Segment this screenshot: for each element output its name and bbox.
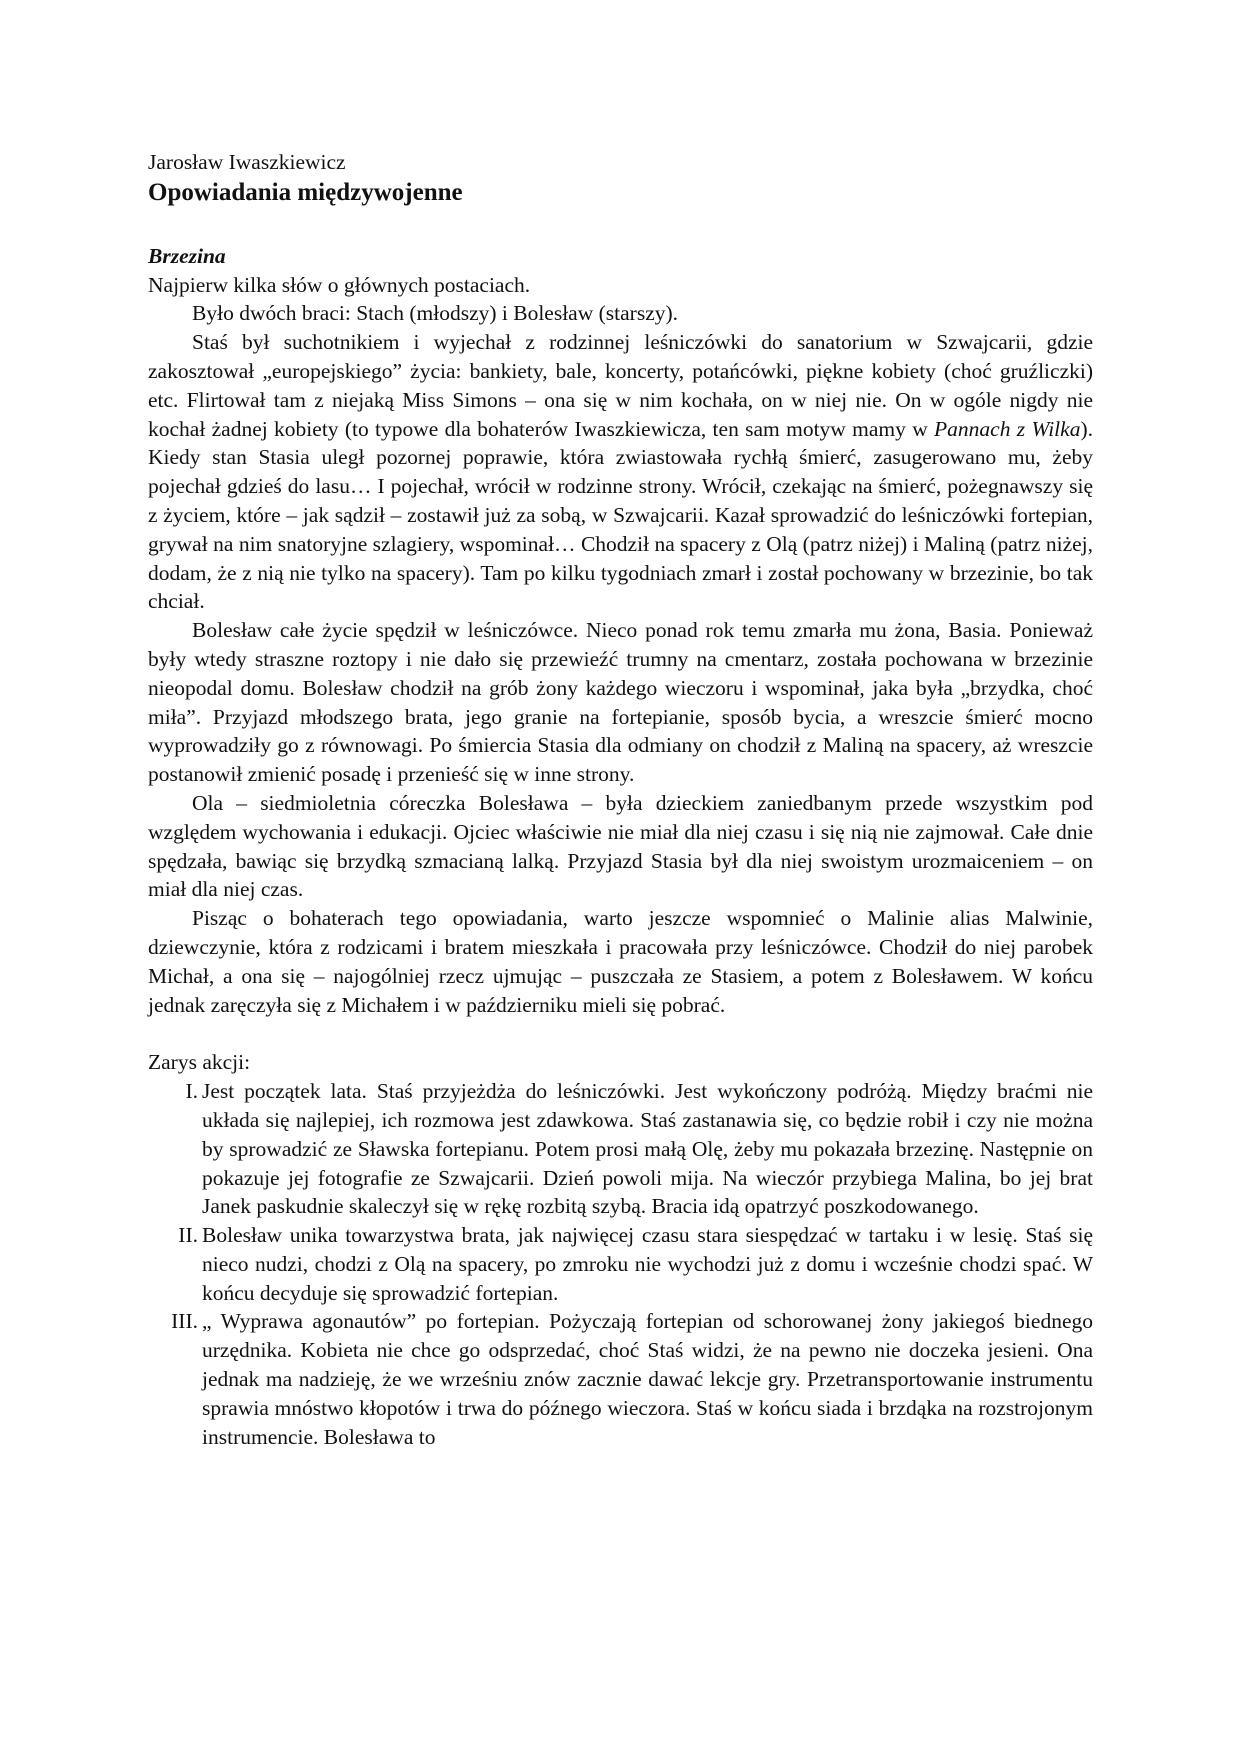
malina-paragraph: Pisząc o bohaterach tego opowiadania, warto jeszcze wspomnieć o Malinie alias Malwinie, dziewczynie, która z rodzicami i bratem mieszkała i pracowała przy leśniczówce. Chodził do niej parobek Michał, a ona się – najogólniej rzecz ujmując – puszczała ze Stasiem, a potem z Bolesławem. W końcu jednak zaręczyła się z Michałem i w październiku mieli się pobrać. [148,906,1093,1017]
plot-outline-list [148,1077,1093,1451]
stas-paragraph-part2: ). Kiedy stan Stasia uległ pozornej poprawie, która zwiastowała rychłą śmierć, zasugerowano mu, żeby pojechał gdzieś do lasu… I pojechał, wrócił w rodzinne strony. Wrócił, czekając na śmierć, pożegnawszy się z życiem, które – jak sądził – zostawił już za sobą, w Szwajcarii. Kazał sprowadzić do leśniczówki fortepian, grywał na nim snatoryjne szlagiery, wspominał… Chodził na spacery z Olą (patrz niżej) i Maliną (patrz niżej, dodam, że z nią nie tylko na spacery). Tam po kilku tygodniach zmarł i został pochowany w brzezinie, bo tak chciał. [148,416,1093,614]
outline-heading: Zarys akcji: [148,1050,251,1075]
outline-item [148,1307,1093,1451]
stas-paragraph [148,328,1093,616]
book-title: Opowiadania międzywojenne [148,178,463,206]
boleslaw-paragraph: Bolesław całe życie spędził w leśniczówce. Nieco ponad rok temu zmarła mu żona, Basia. Ponieważ były wtedy straszne roztopy i nie dało się przewieźć trumny na cmentarz, została pochowana w brzezinie nieopodal domu. Bolesław chodził na grób żony każdego wieczoru i wspominał, jaka była „brzydka, choć miła”. Przyjazd młodszego brata, jego granie na fortepianie, sposób bycia, a wreszcie śmierć mocno wyprowadziły go z równowagi. Po śmiercia Stasia dla odmiany on chodził z Maliną na spacery, aż wreszcie postanowił zmienić posadę i przenieść się w inne strony. [148,618,1093,787]
brothers-paragraph: Było dwóch braci: Stach (młodszy) i Bolesław (starszy). [192,301,679,326]
story-title: Brzezina [148,243,226,268]
document-page [148,148,1093,1451]
intro-paragraph: Najpierw kilka słów o głównych postaciach. [148,272,531,297]
stas-paragraph-part1: Staś był suchotnikiem i wyjechał z rodzinnej leśniczówki do sanatorium w Szwajcarii, gdzie zakosztował „europejskiego” życia: bankiety, bale, koncerty, potańcówki, piękne kobiety (choć gruźliczki) etc. Flirtował tam z niejaką Miss Simons – ona się w nim kochała, on w niej nie. On w ogóle nigdy nie kochał żadnej kobiety (to typowe dla bohaterów Iwaszkiewicza, ten sam motyw mamy w [148,330,1093,441]
outline-item-number: III. [171,1309,198,1334]
pannach-z-wilka-reference: Pannach z Wilka [934,416,1081,441]
outline-item-number: I. [185,1079,198,1104]
outline-item-text: Jest początek lata. Staś przyjeżdża do leśniczówki. Jest wykończony podróżą. Między braćmi nie układa się najlepiej, ich rozmowa jest zdawkowa. Staś zastanawia się, co będzie robił i czy nie można by sprowadzić ze Sławska fortepianu. Potem prosi małą Olę, żeby mu pokazała brzezinę. Następnie on pokazuje jej fotografie ze Szwajcarii. Dzień powoli mija. Na wieczór przybiega Malina, bo jej brat Janek paskudnie skaleczył się w rękę rozbitą szybą. Bracia idą opatrzyć poszkodowanego. [202,1079,1093,1219]
author-name: Jarosław Iwaszkiewicz [148,150,346,174]
outline-item-text: Bolesław unika towarzystwa brata, jak najwięcej czasu stara siespędzać w tartaku i w lesię. Staś się nieco nudzi, chodzi z Olą na spacery, po zmroku nie wychodzi już z domu i wcześnie chodzi spać. W końcu decyduje się sprowadzić fortepian. [202,1223,1093,1305]
outline-item-number: II. [178,1223,198,1248]
ola-paragraph: Ola – siedmioletnia córeczka Bolesława – była dzieckiem zaniedbanym przede wszystkim pod względem wychowania i edukacji. Ojciec właściwie nie miał dla niej czasu i się nią nie zajmował. Całe dnie spędzała, bawiąc się brzydką szmacianą lalką. Przyjazd Stasia był dla niej swoistym urozmaiceniem – on miał dla niej czas. [148,790,1093,902]
outline-item-text: „ Wyprawa agonautów” po fortepian. Pożyczają fortepian od schorowanej żony jakiegoś biednego urzędnika. Kobieta nie chce go odsprzedać, choć Staś widzi, że na pewno nie doczeka jesieni. Ona jednak ma nadzieję, że we wrześniu znów zacznie dawać lekcje gry. Przetransportowanie instrumentu sprawia mnóstwo kłopotów i trwa do późnego wieczora. Staś w końcu siada i brzdąka na rozstrojonym instrumencie. Bolesława to [202,1309,1093,1449]
outline-item [148,1221,1093,1307]
outline-item [148,1077,1093,1221]
